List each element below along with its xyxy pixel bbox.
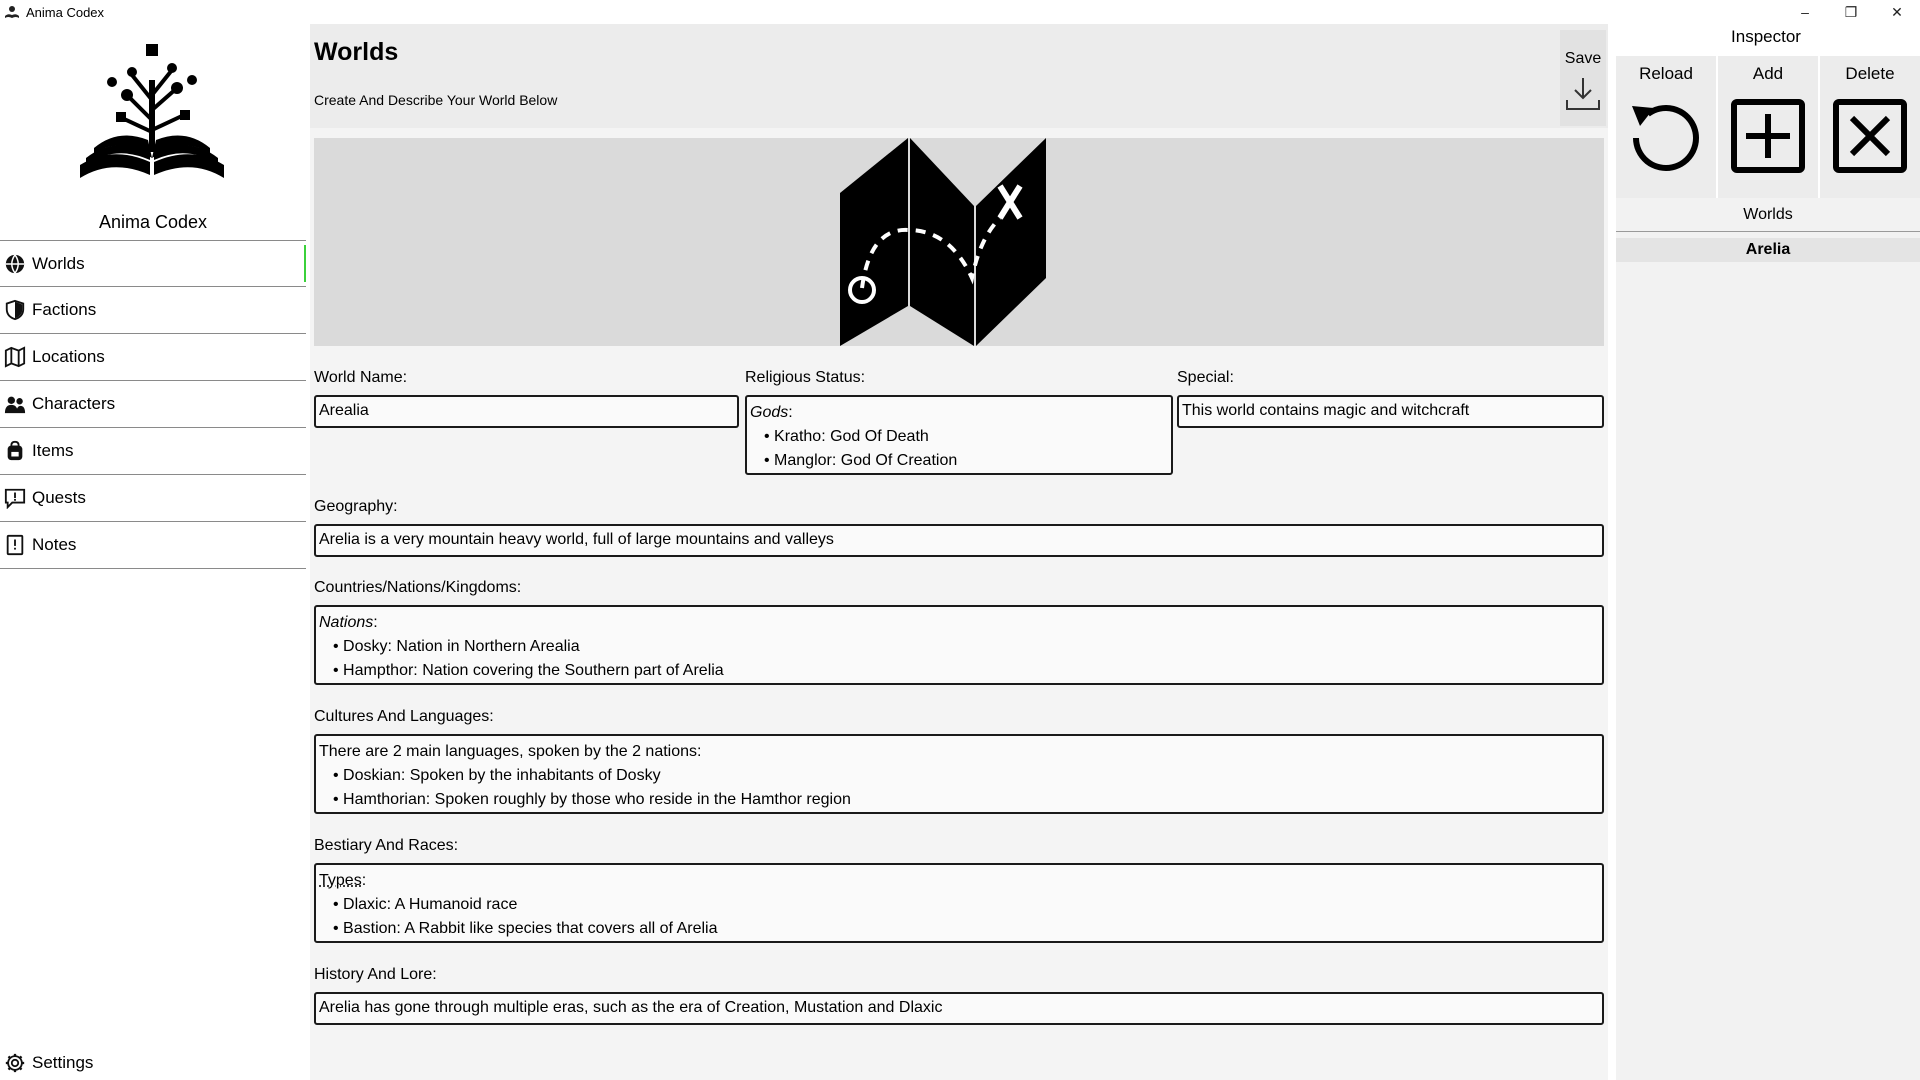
nations-input[interactable]: Nations: • Dosky: Nation in Northern Arealia • Hampthor: Nation covering the Southern part of Arelia: [314, 605, 1604, 685]
nations-heading: Nations: [319, 614, 374, 631]
world-banner: [314, 138, 1604, 346]
treasure-map-icon: [840, 138, 1050, 346]
list-item: • Hamthorian: Spoken roughly by those who reside in the Hamthor region: [333, 788, 1599, 812]
list-item: • Dlaxic: A Humanoid race: [333, 893, 1599, 917]
download-icon: [1563, 74, 1603, 114]
book-tree-logo-icon: [72, 40, 232, 190]
sidebar-item-label: Locations: [32, 347, 105, 366]
sidebar: [0, 24, 306, 1080]
geography-value: Arelia is a very mountain heavy world, full of large mountains and valleys: [319, 531, 834, 548]
geography-label: Geography:: [314, 498, 398, 515]
world-name-input[interactable]: [314, 395, 739, 428]
minimize-button[interactable]: –: [1801, 4, 1809, 20]
types-heading: Types: [319, 872, 362, 889]
cultures-list: [319, 764, 1599, 812]
delete-icon: [1830, 96, 1910, 176]
quest-icon: [4, 487, 26, 509]
bestiary-list: [319, 893, 1599, 941]
list-item: • Doskian: Spoken by the inhabitants of Dosky: [333, 764, 1599, 788]
reload-button[interactable]: [1616, 56, 1716, 214]
sidebar-item-factions[interactable]: [0, 287, 306, 334]
sidebar-item-notes[interactable]: [0, 522, 306, 569]
map-icon: [4, 346, 26, 368]
sidebar-item-characters[interactable]: [0, 381, 306, 428]
gods-heading: Gods: [750, 404, 789, 421]
app-name: Anima Codex: [98, 212, 208, 232]
inspector-panel: [1612, 24, 1920, 1080]
page-subtitle: Create And Describe Your World Below: [314, 92, 558, 108]
shield-icon: [4, 299, 26, 321]
list-header: Worlds: [1616, 198, 1920, 232]
add-button[interactable]: [1718, 56, 1818, 214]
window-controls: [1782, 0, 1920, 24]
sidebar-item-quests[interactable]: [0, 475, 306, 522]
maximize-button[interactable]: ❐: [1844, 3, 1858, 20]
history-label: History And Lore:: [314, 966, 437, 983]
bestiary-input[interactable]: Types: • Dlaxic: A Humanoid race • Bastion: A Rabbit like species that covers all of Arelia: [314, 863, 1604, 943]
sidebar-item-label: Factions: [32, 300, 97, 319]
history-input[interactable]: [314, 992, 1604, 1025]
nations-list: [319, 635, 1599, 683]
save-button[interactable]: [1560, 30, 1606, 126]
delete-label: Delete: [1845, 64, 1895, 83]
sidebar-item-label: Characters: [32, 394, 116, 413]
globe-icon: [4, 253, 26, 275]
inspector-list: [1616, 198, 1920, 1080]
world-name-label: World Name:: [314, 369, 408, 386]
window-title: Anima Codex: [26, 4, 105, 20]
sidebar-item-worlds[interactable]: [0, 240, 306, 287]
sidebar-item-label: Items: [32, 441, 74, 460]
sidebar-nav: [0, 240, 306, 569]
gods-list: [750, 425, 1168, 473]
add-label: Add: [1752, 64, 1784, 83]
list-item: • Dosky: Nation in Northern Arealia: [333, 635, 1599, 659]
cultures-label: Cultures And Languages:: [314, 708, 494, 725]
religious-status-label: Religious Status:: [745, 369, 866, 386]
list-item: • Bastion: A Rabbit like species that covers all of Arelia: [333, 917, 1599, 941]
religious-status-input[interactable]: Gods: • Kratho: God Of Death • Manglor: God Of Creation: [745, 395, 1173, 475]
note-icon: [4, 534, 26, 556]
page-title: Worlds: [314, 38, 399, 66]
sidebar-item-label: Quests: [32, 488, 86, 507]
sidebar-item-items[interactable]: [0, 428, 306, 475]
inspector-title: Inspector: [1731, 27, 1801, 46]
title-bar: [0, 0, 1920, 24]
cultures-input[interactable]: [314, 734, 1604, 814]
sidebar-item-label: Worlds: [32, 253, 85, 273]
sidebar-item-label: Notes: [32, 535, 77, 554]
save-label: Save: [1564, 50, 1602, 67]
backpack-icon: [4, 440, 26, 462]
reload-label: Reload: [1639, 64, 1693, 83]
bestiary-label: Bestiary And Races:: [314, 837, 459, 854]
people-icon: [4, 393, 26, 415]
world-name-value: Arealia: [319, 402, 369, 419]
gear-icon: [4, 1052, 26, 1074]
special-label: Special:: [1177, 369, 1234, 386]
app-icon: [4, 4, 20, 20]
list-item: • Manglor: God Of Creation: [764, 449, 1168, 473]
nations-label: Countries/Nations/Kingdoms:: [314, 579, 522, 596]
list-item: • Kratho: God Of Death: [764, 425, 1168, 449]
special-input[interactable]: [1177, 395, 1604, 428]
add-icon: [1728, 96, 1808, 176]
reload-icon: [1626, 96, 1706, 176]
main-panel: [310, 24, 1608, 1080]
list-item: • Hampthor: Nation covering the Southern part of Arelia: [333, 659, 1599, 683]
settings-label: Settings: [32, 1053, 94, 1072]
history-value: Arelia has gone through multiple eras, such as the era of Creation, Mustation and Dlaxic: [319, 999, 943, 1016]
page-header: [310, 24, 1608, 128]
close-button[interactable]: ✕: [1891, 3, 1903, 20]
sidebar-item-locations[interactable]: [0, 334, 306, 381]
special-value: This world contains magic and witchcraft: [1182, 402, 1470, 419]
cultures-intro: There are 2 main languages, spoken by the 2 nations:: [319, 743, 702, 760]
delete-button[interactable]: [1820, 56, 1920, 214]
settings-button[interactable]: [4, 1052, 93, 1074]
list-item-arelia[interactable]: Arelia: [1616, 238, 1920, 262]
geography-input[interactable]: [314, 524, 1604, 557]
